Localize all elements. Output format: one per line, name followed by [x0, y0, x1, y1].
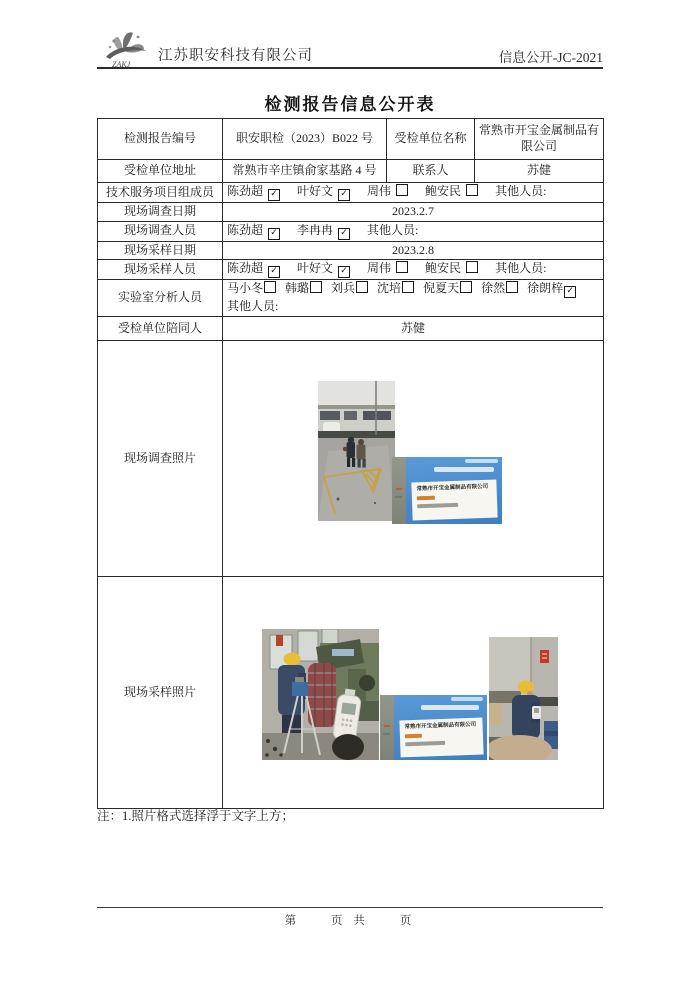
disclosure-form-table	[97, 118, 604, 809]
app-card-address-blur	[417, 503, 459, 508]
table-row	[98, 341, 604, 577]
checkbox	[402, 281, 414, 293]
field-label: 实验室分析人员	[98, 280, 223, 317]
app-status-bar	[451, 697, 483, 701]
person-name: 鲍安民	[425, 184, 462, 198]
header-rule	[97, 67, 603, 69]
logo-text: ZAKJ	[112, 60, 131, 69]
person-name: 陈劲超	[227, 222, 264, 237]
table-row	[98, 221, 604, 241]
lab-analysts	[223, 280, 604, 317]
app-status-bar	[465, 459, 498, 463]
person-name: 徐然	[481, 281, 506, 296]
table-row	[98, 280, 604, 317]
app-background	[394, 695, 487, 760]
app-card-company: 常熟市开宝金属制品有限公司	[416, 484, 488, 493]
survey-photo	[318, 381, 395, 521]
field-label: 现场采样日期	[98, 241, 223, 260]
app-card-tag-blur	[404, 733, 422, 738]
app-background	[406, 457, 502, 524]
field-label: 受检单位名称	[387, 119, 475, 160]
checkbox: ✓	[338, 189, 350, 201]
person-name: 韩璐	[285, 281, 310, 296]
field-label: 受检单位地址	[98, 160, 223, 183]
person-name: 周伟	[367, 184, 392, 198]
other-people-label: 其他人员:	[495, 184, 547, 198]
app-card	[411, 480, 498, 521]
app-header-text-blur	[434, 467, 494, 472]
other-people-label: 其他人员:	[367, 222, 419, 237]
screenshot-edge	[380, 695, 394, 760]
footer-rule	[97, 907, 603, 908]
checkbox: ✓	[268, 228, 280, 240]
survey-photos-cell	[223, 341, 604, 577]
sampling-app-screenshot	[380, 695, 487, 760]
field-label: 现场调查日期	[98, 203, 223, 222]
other-people-label: 其他人员:	[227, 299, 279, 314]
table-row	[98, 183, 604, 203]
field-value: 常熟市开宝金属制品有限公司	[475, 119, 604, 160]
field-value: 2023.2.8	[223, 241, 604, 260]
checkbox: ✓	[338, 266, 350, 278]
field-label: 技术服务项目组成员	[98, 183, 223, 203]
footnote: 注：1.照片格式选择浮于文字上方；	[97, 809, 294, 823]
field-label: 现场调查照片	[98, 341, 223, 577]
person-name: 马小冬	[227, 281, 264, 296]
field-label: 联系人	[387, 160, 475, 183]
person-name: 倪夏天	[423, 281, 460, 296]
table-row	[98, 203, 604, 222]
field-value: 2023.2.7	[223, 203, 604, 222]
checkbox	[356, 281, 368, 293]
checkbox	[396, 184, 408, 196]
person-name: 徐朗梓	[527, 281, 564, 296]
header-company-name: 江苏职安科技有限公司	[158, 48, 313, 64]
checkbox: ✓	[338, 228, 350, 240]
checkbox	[466, 184, 478, 196]
field-label: 现场采样人员	[98, 260, 223, 280]
header-doc-code: 信息公开-JC-2021	[498, 50, 603, 65]
checkbox: ✓	[564, 286, 576, 298]
field-value: 苏健	[223, 317, 604, 341]
survey-personnel	[223, 221, 604, 241]
table-row	[98, 241, 604, 260]
page-title: 检测报告信息公开表	[264, 95, 436, 114]
field-label: 受检单位陪同人	[98, 317, 223, 341]
person-name: 刘兵	[331, 281, 356, 296]
person-name: 李冉冉	[297, 222, 334, 237]
tech-team-members	[223, 183, 604, 203]
checkbox: ✓	[268, 266, 280, 278]
sampling-personnel	[223, 260, 604, 280]
field-label: 现场采样照片	[98, 577, 223, 809]
field-label: 检测报告编号	[98, 119, 223, 160]
app-card	[399, 717, 483, 757]
field-value: 职安职检（2023）B022 号	[223, 119, 387, 160]
person-name: 周伟	[367, 261, 392, 276]
survey-app-screenshot	[392, 457, 502, 524]
checkbox	[460, 281, 472, 293]
app-card-tag-blur	[417, 496, 435, 501]
person-name: 沈培	[377, 281, 402, 296]
sampling-photo-right	[489, 637, 558, 760]
company-logo-icon	[100, 27, 152, 69]
table-row	[98, 577, 604, 809]
table-row	[98, 119, 604, 160]
field-label: 现场调查人员	[98, 221, 223, 241]
sampling-photos-cell	[223, 577, 604, 809]
table-row	[98, 317, 604, 341]
checkbox	[506, 281, 518, 293]
checkbox	[310, 281, 322, 293]
person-name: 陈劲超	[227, 261, 264, 276]
field-value: 苏健	[475, 160, 604, 183]
checkbox	[396, 261, 408, 273]
app-card-address-blur	[405, 741, 445, 746]
screenshot-edge	[392, 457, 406, 524]
footer-page-number: 第 页 共 页	[284, 915, 416, 927]
app-card-company: 常熟市开宝金属制品有限公司	[404, 721, 476, 730]
table-row	[98, 160, 604, 183]
person-name: 鲍安民	[425, 261, 462, 276]
app-header-text-blur	[421, 705, 479, 710]
other-people-label: 其他人员:	[495, 261, 547, 276]
person-name: 陈劲超	[227, 184, 264, 198]
field-value: 常熟市辛庄镇俞家基路 4 号	[223, 160, 387, 183]
table-row	[98, 260, 604, 280]
person-name: 叶好文	[297, 261, 334, 276]
checkbox	[466, 261, 478, 273]
person-name: 叶好文	[297, 184, 334, 198]
checkbox	[264, 281, 276, 293]
checkbox: ✓	[268, 189, 280, 201]
sampling-photo-left	[262, 629, 379, 760]
